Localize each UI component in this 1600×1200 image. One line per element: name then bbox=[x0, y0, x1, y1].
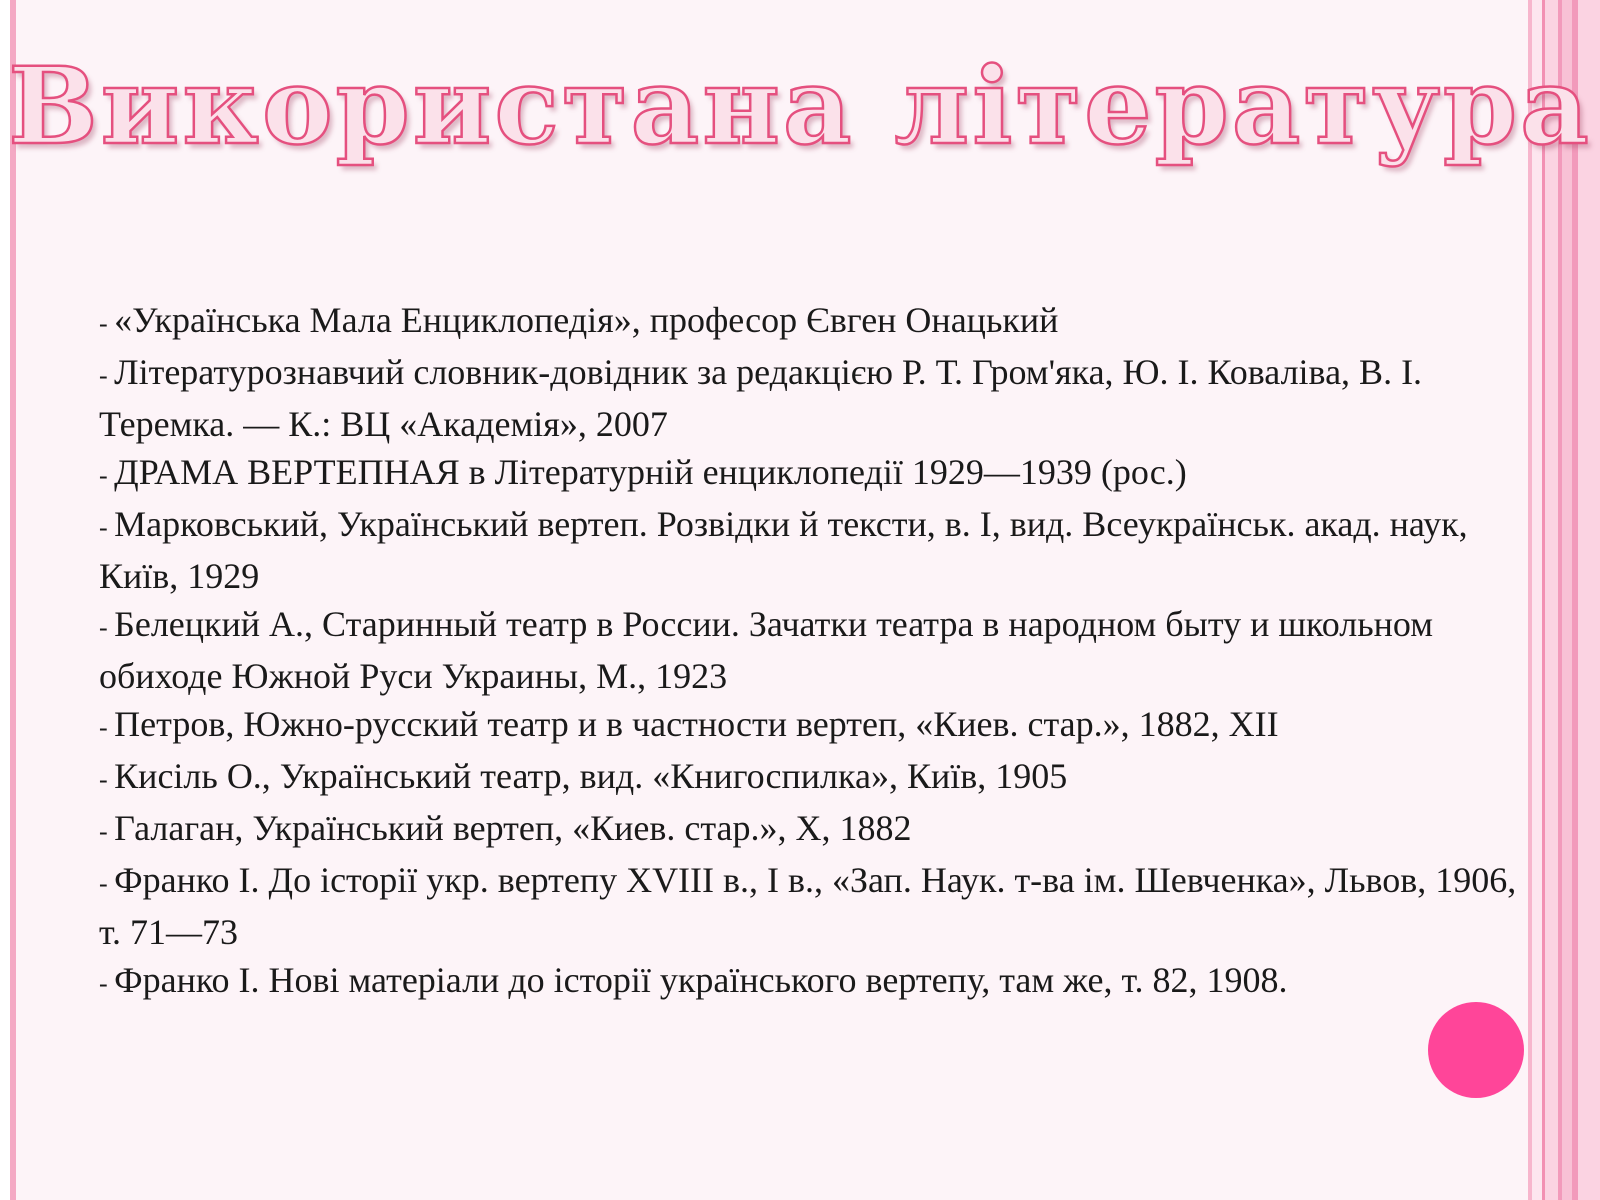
right-stripe bbox=[1545, 0, 1558, 1200]
reference-text: ДРАМА ВЕРТЕПНАЯ в Літературній енциклопедії 1929—1939 (рос.) bbox=[114, 452, 1187, 492]
reference-item bbox=[99, 956, 1519, 1008]
right-stripe bbox=[1578, 0, 1600, 1200]
reference-text: «Українська Мала Енциклопедія», професор Євген Онацький bbox=[114, 300, 1059, 340]
reference-item bbox=[99, 500, 1519, 600]
list-dash: - bbox=[99, 869, 115, 898]
decorative-circle bbox=[1428, 1002, 1524, 1098]
list-dash: - bbox=[99, 613, 115, 642]
reference-text: Галаган, Український вертеп, «Киев. стар.», X, 1882 bbox=[114, 808, 912, 848]
reference-text: Франко І. До історії укр. вертепу XVIII в., I в., «Зап. Наук. т-ва ім. Шевченка», Львов, 1906, т. 71—73 bbox=[99, 860, 1517, 952]
reference-item bbox=[99, 348, 1519, 448]
reference-text: Марковський, Український вертеп. Розвідки й тексти, в. І, вид. Всеукраїнськ. акад. наук, Київ, 1929 bbox=[99, 504, 1468, 596]
list-dash: - bbox=[99, 361, 115, 390]
right-stripe bbox=[1532, 0, 1542, 1200]
reference-item bbox=[99, 856, 1519, 956]
reference-item bbox=[99, 752, 1519, 804]
reference-item bbox=[99, 448, 1519, 500]
list-dash: - bbox=[99, 817, 115, 846]
reference-text: Франко І. Нові матеріали до історії українського вертепу, там же, т. 82, 1908. bbox=[114, 960, 1288, 1000]
list-dash: - bbox=[99, 765, 115, 794]
list-dash: - bbox=[99, 513, 115, 542]
reference-item bbox=[99, 700, 1519, 752]
reference-text: Белецкий А., Старинный театр в России. Зачатки театра в народном быту и школьном обиходе Южной Руси Украины, М., 1923 bbox=[99, 604, 1433, 696]
reference-item bbox=[99, 804, 1519, 856]
right-stripe bbox=[1562, 0, 1572, 1200]
reference-item bbox=[99, 296, 1519, 348]
reference-text: Літературознавчий словник-довідник за редакцією Р. Т. Гром'яка, Ю. І. Коваліва, В. І. Теремка. — К.: ВЦ «Академія», 2007 bbox=[99, 352, 1423, 444]
slide-title: Використана література bbox=[8, 43, 1592, 168]
reference-text: Кисіль О., Український театр, вид. «Книгоспилка», Київ, 1905 bbox=[114, 756, 1068, 796]
list-dash: - bbox=[99, 969, 115, 998]
reference-list bbox=[99, 296, 1519, 1008]
reference-item bbox=[99, 600, 1519, 700]
reference-text: Петров, Южно-русский театр и в частности вертеп, «Киев. стар.», 1882, XII bbox=[114, 704, 1279, 744]
list-dash: - bbox=[99, 713, 115, 742]
list-dash: - bbox=[99, 461, 115, 490]
list-dash: - bbox=[99, 309, 115, 338]
